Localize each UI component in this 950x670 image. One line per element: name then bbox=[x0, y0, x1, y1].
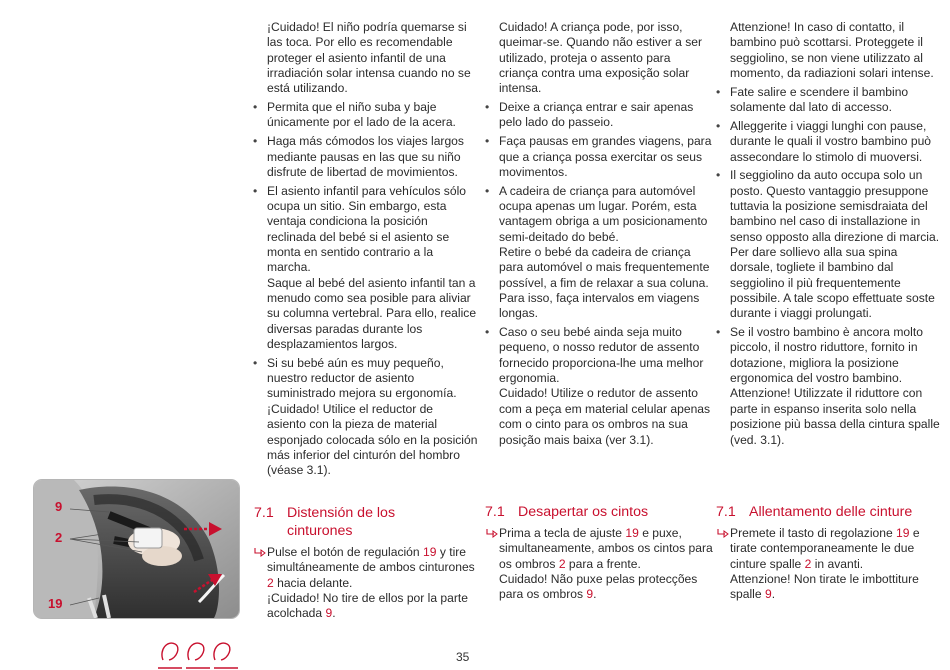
arrow-step-icon bbox=[717, 527, 729, 539]
list-item: • Haga más cómodos los viajes largos mediante pausas en las que su niño disfrute de libertad de movimientos. bbox=[267, 134, 482, 180]
section-title-it bbox=[716, 503, 946, 521]
step-instruction-es bbox=[267, 545, 482, 622]
step-instruction-it bbox=[730, 526, 945, 603]
column-pt bbox=[499, 20, 714, 451]
section-heading: Allentamento delle cinture bbox=[749, 504, 913, 520]
bullet-list-es bbox=[267, 100, 482, 478]
section-title-pt bbox=[485, 503, 710, 521]
section-title-es bbox=[254, 504, 479, 540]
callout-label: 9 bbox=[55, 499, 63, 514]
intro-pt: Cuidado! A criança pode, por isso, queimar-se. Quando não estiver a ser utilizado, proteja o assento para criança contra uma exposição solar intensa. bbox=[499, 20, 703, 96]
list-item: • Il seggiolino da auto occupa solo un posto. Questo vantaggio presuppone tuttavia la posizione semisdraiata del bambino nel caso di installazione in senso opposto alla direzione di marcia. Per dare sollievo alla sua spina dorsale, togliete il bambino dal seggiolino il più frequentemente possibile. A tale scopo effettuate soste durante i viaggi prolungati. bbox=[730, 168, 945, 321]
bullet-list-it bbox=[730, 85, 945, 448]
list-item: • Deixe a criança entrar e sair apenas pelo lado do passeio. bbox=[499, 100, 714, 131]
list-item: • Caso o seu bebé ainda seja muito pequeno, o nosso redutor de assento fornecido proporciona-lhe uma melhor ergonomia. Cuidado! Utilize o redutor de assento com a peça em material celular apenas com o cinto para os ombros na sua posição mais baixa (ver 3.1). bbox=[499, 325, 714, 448]
section-heading: Desapertar os cintos bbox=[518, 504, 649, 520]
list-item: • A cadeira de criança para automóvel ocupa apenas um lugar. Porém, esta vantagem obriga a um posicionamento semi-deitado do bebé. Retire o bebé da cadeira de criança para automóvel o mais frequentemente possível, a fim de relaxar a sua coluna. Para isso, faça intervalos em viagens longas. bbox=[499, 184, 714, 322]
list-item: • Fate salire e scendere il bambino solamente dal lato di accesso. bbox=[730, 85, 945, 116]
list-item: • Se il vostro bambino è ancora molto piccolo, il nostro riduttore, fornito in dotazione, migliora la posizione ergonomica del vostro bambino. Attenzione! Utilizzate il riduttore con parte in espanso inserita solo nella posizione più bassa della cintura spalle (ved. 3.1). bbox=[730, 325, 945, 448]
step-text: Prima a tecla de ajuste 19 e puxe, simultaneamente, ambos os cintos para os ombros 2 para a frente. Cuidado! Não puxe pelas protecções para os ombros 9. bbox=[499, 526, 713, 602]
list-item: • Faça pausas em grandes viagens, para que a criança possa exercitar os seus movimentos. bbox=[499, 134, 714, 180]
intro-es: ¡Cuidado! El niño podría quemarse si las toca. Por ello es recomendable proteger el asiento infantil de una irradiación solar intensa cuando no se está utilizando. bbox=[267, 20, 471, 96]
list-item: • Alleggerite i viaggi lunghi con pause, durante le quali il vostro bambino può assecondare lo stimolo di muoversi. bbox=[730, 119, 945, 165]
step-instruction-pt bbox=[499, 526, 714, 603]
list-item: • Permita que el niño suba y baje únicamente por el lado de la acera. bbox=[267, 100, 482, 131]
step-text: Pulse el botón de regulación 19 y tire simultáneamente de ambos cinturones 2 hacia delante. ¡Cuidado! No tire de ellos por la parte acolchada 9. bbox=[267, 545, 475, 621]
arrow-step-icon bbox=[486, 527, 498, 539]
column-it bbox=[730, 20, 945, 451]
step-text: Premete il tasto di regolazione 19 e tirate contemporaneamente le due cinture spalle 2 in avanti. Attenzione! Non tirate le imbottiture spalle 9. bbox=[730, 526, 920, 602]
intro-it: Attenzione! In caso di contatto, il bambino può scottarsi. Proteggete il seggiolino, se non viene utilizzato al momento, da radiazioni solari intense. bbox=[730, 20, 934, 81]
illustration-photo bbox=[33, 479, 240, 619]
page-number: 35 bbox=[456, 650, 470, 664]
list-item: • Si su bebé aún es muy pequeño, nuestro reductor de asiento suministrado mejora su ergonomía. ¡Cuidado! Utilice el reductor de asiento con la pieza de material esponjado colocada sólo en la posición más inferior del cinturón del hombro (véase 3.1). bbox=[267, 356, 482, 479]
car-seat-illustration bbox=[34, 480, 239, 618]
brand-logo-icon bbox=[155, 636, 245, 670]
section-number: 7.1 bbox=[485, 504, 505, 520]
bullet-list-pt bbox=[499, 100, 714, 448]
section-number: 7.1 bbox=[716, 504, 736, 520]
list-item: • El asiento infantil para vehículos sólo ocupa un sitio. Sin embargo, esta ventaja condiciona la posición reclinada del bebé si el asiento se monta en sentido contrario a la marcha. Saque al bebé del asiento infantil tan a menudo como sea posible para aliviar su columna vertebral. Para ello, realice diversas paradas durante los desplazamientos largos. bbox=[267, 184, 482, 353]
column-es bbox=[267, 20, 482, 482]
callout-label: 19 bbox=[48, 596, 63, 611]
section-number: 7.1 bbox=[254, 505, 274, 521]
section-heading: Distensión de los cinturones bbox=[287, 505, 396, 539]
callout-label: 2 bbox=[55, 530, 63, 545]
arrow-step-icon bbox=[254, 546, 266, 558]
